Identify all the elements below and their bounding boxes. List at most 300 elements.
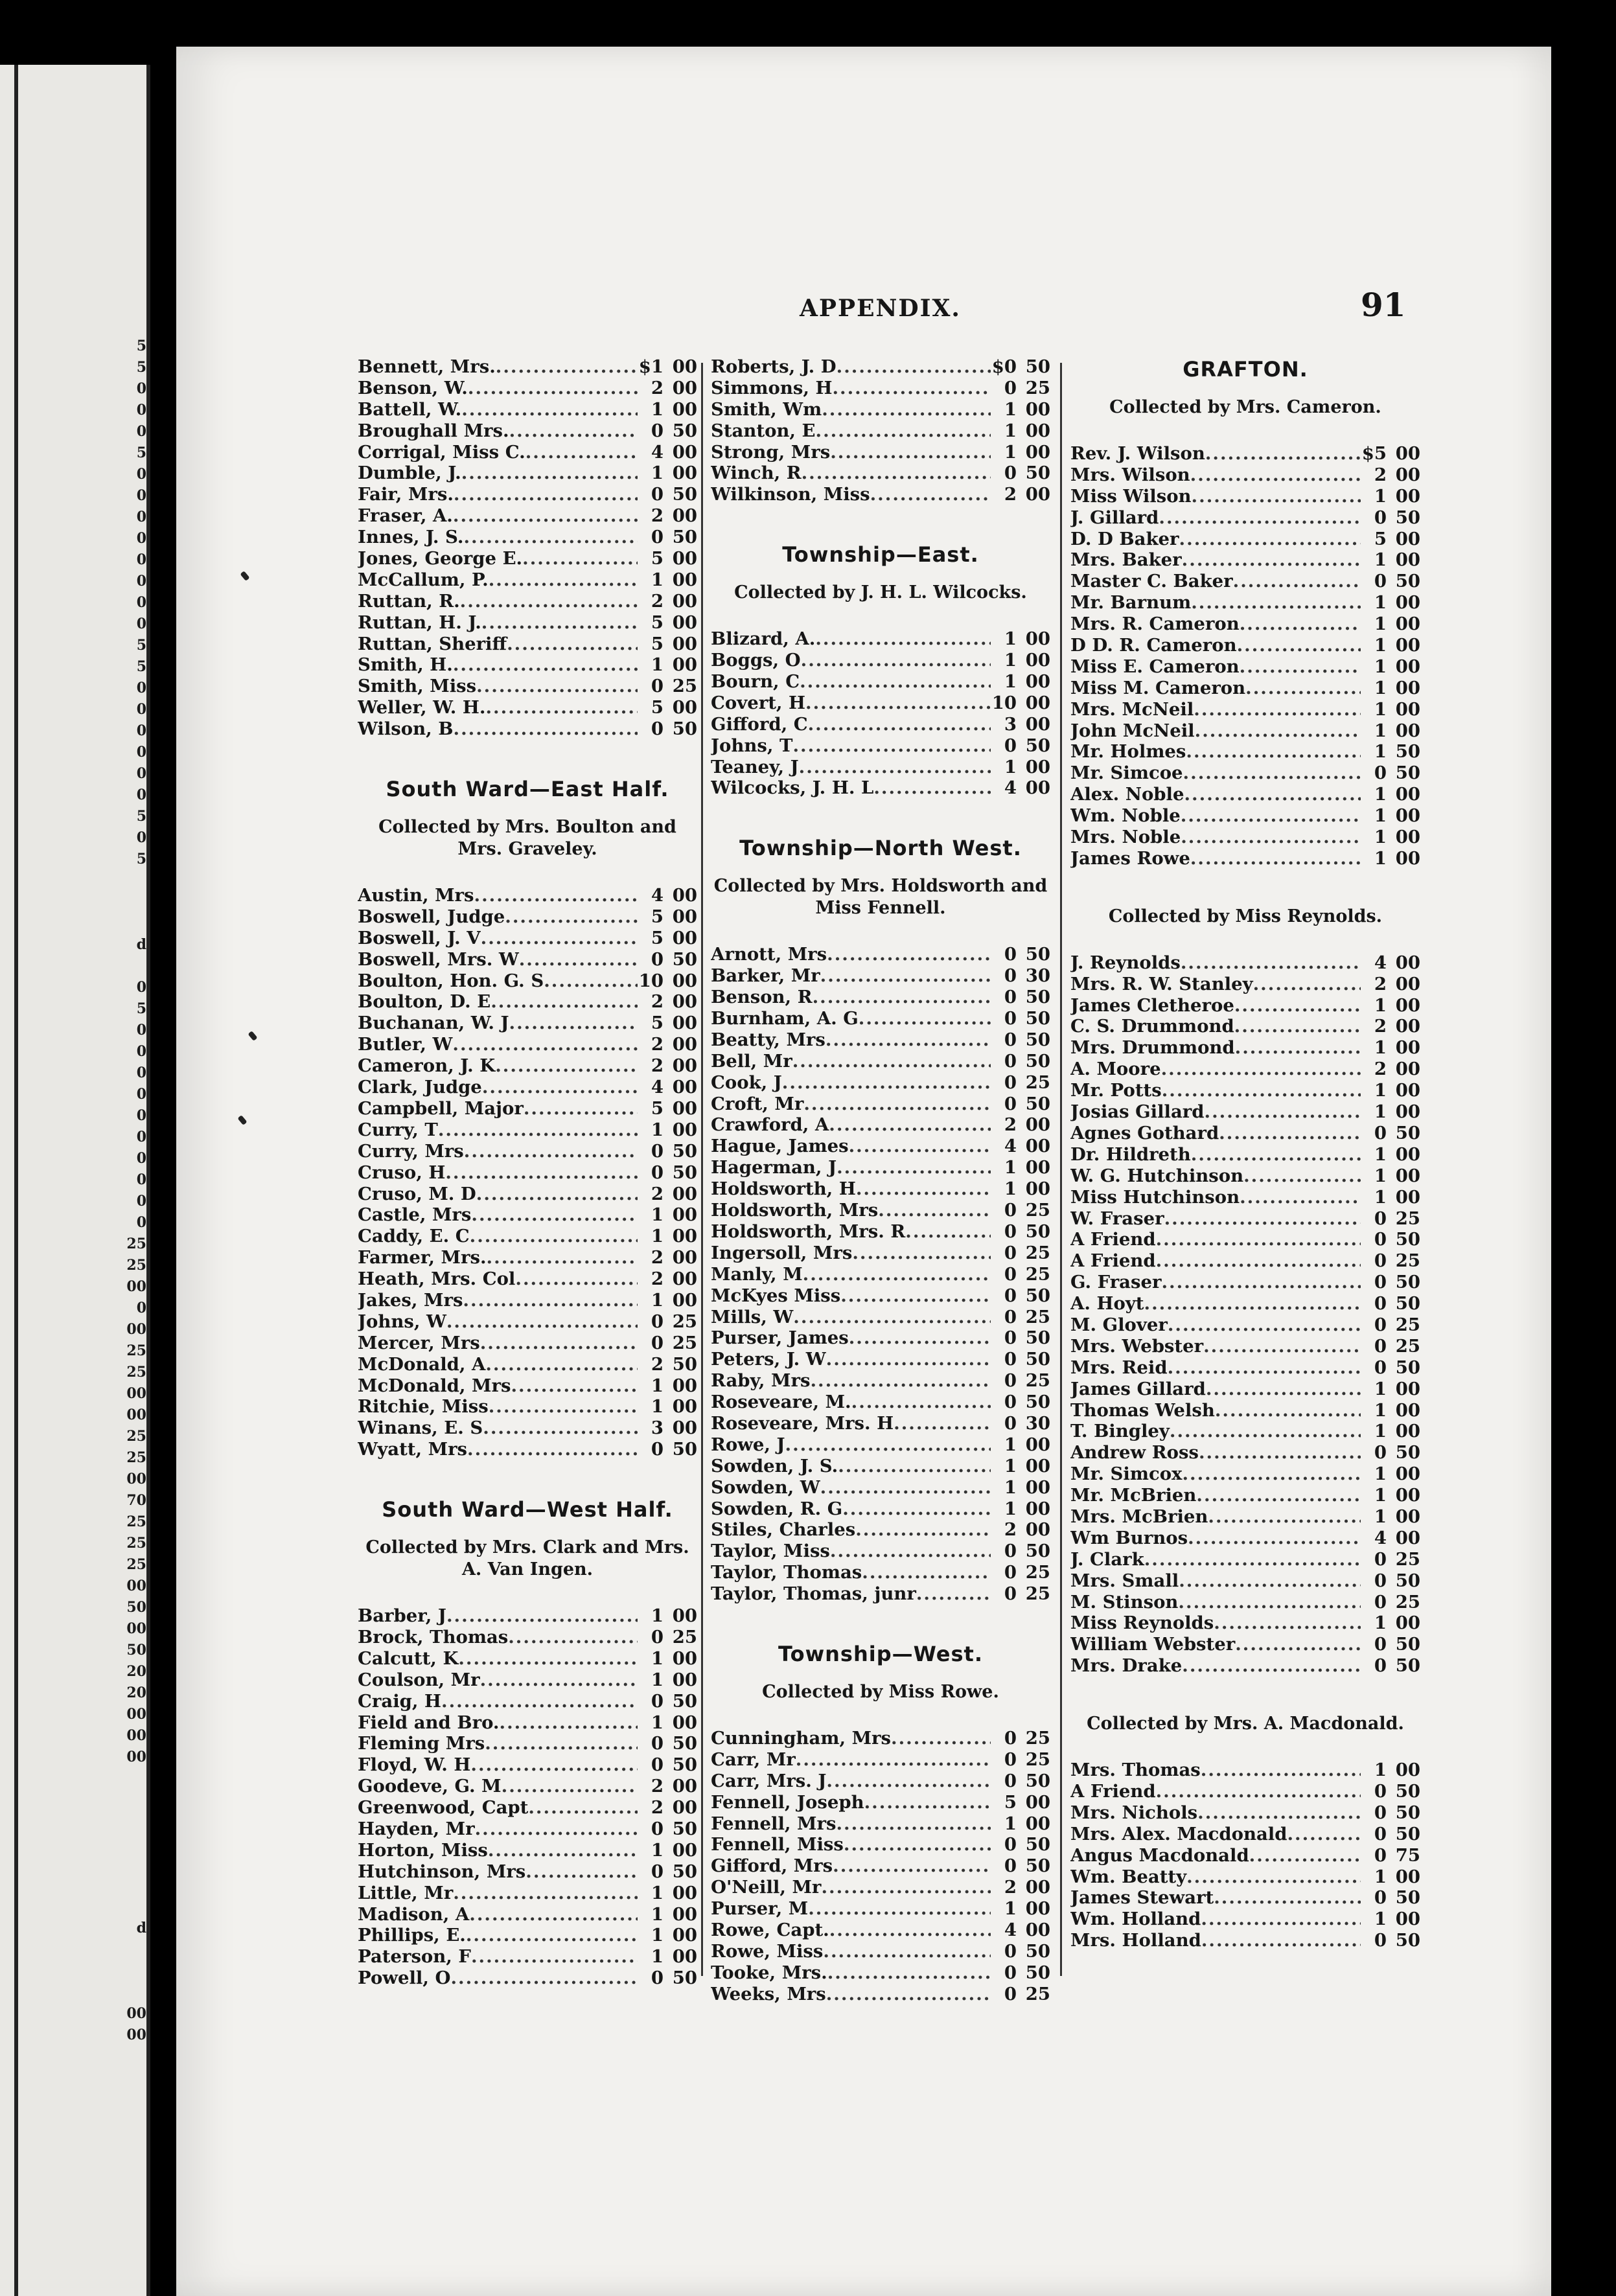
amount-cents: 50 (672, 1439, 697, 1460)
subscriber-name: Angus Macdonald (1070, 1844, 1249, 1866)
subscriber-row (711, 356, 1050, 378)
subscriber-row (358, 1290, 697, 1311)
subscriber-row (1070, 1080, 1420, 1101)
amount-dollars: 2 (651, 1776, 664, 1797)
leader-dots (792, 735, 991, 757)
amount-dollars: 1 (1374, 614, 1387, 635)
amount-dollars: 0 (1004, 1749, 1017, 1770)
heading-gap (358, 802, 697, 816)
subscriber-name: Mercer, Mrs (358, 1332, 480, 1353)
facing-page-figure: 0 (136, 573, 146, 590)
amount-dollars: 0 (1004, 987, 1017, 1008)
subscriber-name: Strong, Mrs (711, 441, 831, 463)
amount-cents: 00 (1395, 1399, 1420, 1421)
leader-dots (483, 1418, 638, 1439)
subscriber-name: Cameron, J. K (358, 1055, 496, 1077)
subscriber-row (358, 1418, 697, 1439)
section-heading: South Ward—East Half. (386, 777, 669, 802)
leader-dots (474, 885, 638, 906)
amount-cents: 00 (1395, 1186, 1420, 1208)
subscriber-name: Broughall Mrs. (358, 420, 509, 441)
amount-dollars: 5 (1004, 1791, 1017, 1813)
amount-dollars: 2 (651, 1183, 664, 1204)
subscriber-row (711, 1877, 1050, 1898)
leader-dots (1182, 549, 1361, 571)
subscriber-name: Jones, George E. (358, 548, 523, 569)
leader-dots (833, 1855, 991, 1877)
subscriber-name: Curry, T (358, 1119, 438, 1140)
amount-cents: 50 (672, 420, 697, 441)
leader-dots (816, 420, 991, 442)
subscriber-row (1070, 656, 1420, 678)
amount-cents: 00 (1025, 1519, 1050, 1541)
amount-dollars: $5 (1361, 443, 1387, 464)
subscriber-name: Barber, J (358, 1605, 446, 1627)
amount-cents: 00 (1395, 1165, 1420, 1186)
subscriber-name: Taylor, Thomas (711, 1562, 862, 1583)
amount-dollars: 0 (651, 948, 664, 970)
section-gap (358, 740, 697, 776)
amount-dollars: 5 (651, 697, 664, 718)
facing-page-figure: 0 (136, 1171, 146, 1188)
subscriber-row (358, 1247, 697, 1269)
facing-page-figure: 0 (136, 530, 146, 547)
subscriber-row (1070, 1781, 1420, 1802)
section-heading: GRAFTON. (1183, 357, 1308, 382)
facing-page-figure: 50 (126, 1599, 146, 1616)
facing-page-figure: 25 (126, 1449, 146, 1466)
subscriber-row (711, 1562, 1050, 1583)
subscriber-name: G. Fraser (1070, 1272, 1162, 1293)
facing-page-figure: 0 (136, 722, 146, 739)
leader-dots (829, 1920, 991, 1941)
subscriber-name: Beatty, Mrs (711, 1029, 825, 1050)
subheading-gap (1070, 928, 1420, 952)
subscriber-name: Taylor, Thomas, junr (711, 1583, 916, 1605)
subscriber-name: M. Glover (1070, 1314, 1168, 1335)
amount-dollars: 0 (1004, 1050, 1017, 1072)
amount-cents: 50 (1395, 571, 1420, 592)
subscriber-name: Miss E. Cameron (1070, 656, 1240, 677)
amount-dollars: 1 (1374, 1866, 1387, 1887)
facing-page-figure: 5 (136, 808, 146, 825)
ink-speck (237, 1115, 247, 1125)
amount-dollars: 0 (1004, 1029, 1017, 1050)
subscriber-name: McKyes Miss (711, 1285, 841, 1306)
amount-cents: 00 (1025, 441, 1050, 463)
subscriber-name: Purser, James (711, 1327, 849, 1349)
amount-dollars: 1 (1374, 1186, 1387, 1208)
leader-dots (519, 949, 638, 970)
subscriber-name: Roseveare, Mrs. H (711, 1412, 894, 1434)
subscriber-row (358, 1013, 697, 1034)
leader-dots (1214, 1887, 1361, 1909)
collector-line: Collected by Mrs. A. Macdonald. (1087, 1714, 1404, 1734)
facing-page-figure: 0 (136, 1043, 146, 1060)
amount-cents: 30 (1025, 965, 1050, 987)
subscriber-name: Thomas Welsh (1070, 1399, 1215, 1421)
subscriber-name: Mrs. McNeil (1070, 698, 1194, 720)
leader-dots (837, 356, 991, 378)
subscriber-row (1070, 720, 1420, 742)
amount-dollars: 1 (1004, 1498, 1017, 1519)
subscriber-row (711, 1456, 1050, 1477)
facing-page-figure: 00 (126, 2005, 146, 2022)
amount-dollars: 2 (651, 1797, 664, 1819)
amount-dollars: 1 (1004, 441, 1017, 463)
subscriber-name: Simmons, H (711, 377, 833, 398)
leader-dots (849, 1327, 991, 1349)
amount-dollars: 1 (1374, 635, 1387, 656)
subscriber-row (358, 1797, 697, 1819)
subscriber-row (1070, 827, 1420, 848)
subscriber-row (711, 1285, 1050, 1307)
leader-dots (491, 991, 638, 1013)
amount-dollars: 2 (1004, 484, 1017, 505)
amount-cents: 00 (1395, 720, 1420, 741)
amount-dollars: 0 (1004, 944, 1017, 965)
subscriber-row (358, 970, 697, 992)
amount-dollars: 2 (651, 590, 664, 612)
leader-dots (805, 693, 991, 714)
leader-dots (463, 527, 638, 548)
subscriber-name: Clark, Judge (358, 1077, 482, 1098)
amount-cents: 00 (1025, 1157, 1050, 1178)
amount-cents: 00 (672, 441, 697, 463)
collector-line: Collected by Miss Rowe. (762, 1681, 999, 1702)
subscriber-row (711, 1029, 1050, 1051)
amount-cents: 00 (672, 1882, 697, 1903)
subscriber-row (358, 906, 697, 928)
amount-dollars: $1 (638, 356, 664, 377)
subscriber-row (358, 420, 697, 442)
amount-cents: 50 (1025, 463, 1050, 484)
subscriber-name: Heath, Mrs. Col (358, 1269, 516, 1290)
amount-dollars: 0 (1004, 1962, 1017, 1983)
amount-dollars: 1 (1374, 847, 1387, 869)
column-rule (1060, 363, 1062, 1976)
leader-dots (525, 442, 638, 463)
subscriber-row (358, 591, 697, 612)
subscriber-row (358, 505, 697, 527)
amount-dollars: 2 (651, 1269, 664, 1290)
subscriber-row (1070, 1802, 1420, 1824)
amount-cents: 00 (1395, 1059, 1420, 1080)
amount-cents: 50 (1395, 1272, 1420, 1293)
subscriber-name: Castle, Mrs (358, 1204, 472, 1226)
subscriber-row (358, 1141, 697, 1162)
subscriber-row (358, 1333, 697, 1354)
subscriber-name: James Stewart (1070, 1887, 1214, 1909)
amount-cents: 00 (672, 1712, 697, 1733)
subscription-column-1 (358, 356, 697, 1989)
amount-dollars: 4 (651, 441, 664, 463)
leader-dots (1186, 741, 1361, 763)
subscriber-name: Stanton, E (711, 420, 816, 441)
subscriber-name: Ruttan, R. (358, 590, 460, 612)
amount-cents: 50 (1025, 1962, 1050, 1983)
amount-dollars: 1 (1374, 1399, 1387, 1421)
subscriber-row (711, 777, 1050, 799)
amount-cents: 50 (1025, 1285, 1050, 1306)
leader-dots (822, 399, 991, 420)
leader-dots (1203, 1336, 1361, 1357)
leader-dots (468, 378, 638, 399)
amount-dollars: 1 (1004, 1898, 1017, 1920)
subscriber-row (711, 1771, 1050, 1792)
subscriber-row (711, 1307, 1050, 1328)
amount-cents: 00 (672, 1183, 697, 1204)
leader-dots (1219, 1123, 1361, 1144)
subscriber-name: Horton, Miss (358, 1839, 488, 1861)
subscriber-row (711, 1349, 1050, 1370)
section-gap (711, 799, 1050, 835)
amount-cents: 50 (1395, 1442, 1420, 1464)
leader-dots (1181, 805, 1361, 827)
amount-dollars: 10 (991, 692, 1017, 713)
subscriber-name: Johns, W (358, 1311, 446, 1332)
amount-cents: 50 (1395, 1655, 1420, 1677)
subscriber-name: Winans, E. S (358, 1418, 483, 1439)
leader-dots (470, 1226, 638, 1247)
ink-speck (240, 571, 249, 581)
amount-dollars: 0 (651, 1861, 664, 1882)
amount-dollars: 1 (651, 1712, 664, 1733)
subscriber-name: Fleming Mrs (358, 1733, 485, 1754)
subscriber-row (1070, 1250, 1420, 1272)
subscriber-name: Ritchie, Miss (358, 1396, 489, 1418)
subscriber-row (358, 1396, 697, 1418)
subscriber-name: Brock, Thomas (358, 1626, 509, 1647)
facing-page-figure: 0 (136, 402, 146, 419)
leader-dots (864, 1792, 991, 1813)
amount-cents: 50 (672, 1861, 697, 1882)
leader-dots (1184, 784, 1361, 805)
subscriber-name: Alex. Noble (1070, 784, 1184, 805)
amount-dollars: 2 (651, 991, 664, 1013)
leader-dots (500, 1712, 638, 1734)
subscriber-name: Wm. Holland (1070, 1909, 1201, 1930)
amount-dollars: 0 (1374, 1655, 1387, 1677)
amount-cents: 00 (1395, 485, 1420, 507)
subscriber-name: Hagerman, J (711, 1157, 837, 1178)
facing-page-figure: 0 (136, 680, 146, 696)
leader-dots (1243, 1165, 1361, 1187)
facing-page-figure: 20 (126, 1663, 146, 1680)
facing-page-figure: 0 (136, 466, 146, 483)
subscriber-row (1070, 1570, 1420, 1592)
facing-page-figure: 0 (136, 1086, 146, 1103)
subscriber-name: Mrs. Nichols (1070, 1802, 1198, 1823)
amount-cents: 00 (1395, 656, 1420, 677)
subscriber-name: Weeks, Mrs (711, 1983, 826, 2004)
subscriber-row (358, 612, 697, 634)
amount-dollars: 5 (651, 1013, 664, 1034)
subscriber-row (711, 463, 1050, 484)
amount-cents: 00 (672, 463, 697, 484)
amount-dollars: 0 (1374, 1930, 1387, 1951)
subscriber-name: Andrew Ross (1070, 1442, 1199, 1464)
amount-cents: 00 (672, 1903, 697, 1925)
leader-dots (862, 1562, 991, 1583)
leader-dots (502, 1776, 638, 1797)
amount-cents: 50 (672, 948, 697, 970)
leader-dots (1237, 635, 1361, 656)
heading-gap (1070, 382, 1420, 396)
subscriber-row (1070, 995, 1420, 1016)
amount-cents: 25 (672, 676, 697, 697)
amount-cents: 00 (1025, 1813, 1050, 1834)
amount-dollars: 1 (1374, 592, 1387, 614)
amount-dollars: 0 (1004, 1242, 1017, 1263)
amount-dollars: 0 (1004, 377, 1017, 398)
amount-cents: 00 (1395, 464, 1420, 485)
amount-dollars: 2 (651, 505, 664, 527)
amount-dollars: 1 (1374, 1378, 1387, 1399)
amount-cents: 25 (1025, 1072, 1050, 1093)
amount-dollars: 1 (1374, 677, 1387, 698)
subscriber-name: Blizard, A. (711, 628, 816, 650)
amount-dollars: 1 (1004, 1476, 1017, 1498)
amount-dollars: 1 (651, 1226, 664, 1247)
subscriber-name: Bourn, C (711, 671, 800, 693)
amount-dollars: 0 (651, 1311, 664, 1332)
amount-cents: 00 (1395, 1101, 1420, 1123)
amount-cents: 50 (1025, 1770, 1050, 1791)
leader-dots (485, 1733, 638, 1754)
subscriber-row (711, 1370, 1050, 1392)
subscriber-row (711, 965, 1050, 987)
amount-dollars: 0 (1374, 1570, 1387, 1591)
subscriber-row (1070, 1400, 1420, 1421)
subscriber-name: Benson, R (711, 987, 813, 1008)
leader-dots (476, 1184, 638, 1205)
subscriber-row (711, 1072, 1050, 1094)
subscriber-name: Paterson, F (358, 1946, 471, 1968)
amount-dollars: 1 (1004, 756, 1017, 777)
leader-dots (466, 1925, 638, 1946)
subscriber-row (711, 1008, 1050, 1029)
amount-cents: 00 (1025, 484, 1050, 505)
subscriber-name: Rowe, Miss (711, 1940, 824, 1962)
subscriber-row (358, 1904, 697, 1925)
leader-dots (891, 1728, 991, 1749)
amount-cents: 00 (1395, 1613, 1420, 1634)
collector-line: Collected by Miss Reynolds. (1108, 906, 1383, 926)
subscriber-name: Wilson, B (358, 718, 454, 740)
subscriber-name: Mrs. Thomas (1070, 1760, 1201, 1781)
amount-cents: 50 (672, 718, 697, 740)
subscriber-row (1070, 1123, 1420, 1144)
amount-cents: 00 (1395, 994, 1420, 1016)
facing-page-figure: d (136, 936, 146, 953)
subscriber-name: Boggs, O (711, 650, 801, 671)
amount-cents: 00 (672, 1204, 697, 1226)
amount-dollars: 1 (1374, 698, 1387, 720)
subscriber-row (1070, 549, 1420, 571)
leader-dots (1205, 1101, 1361, 1123)
amount-dollars: 0 (1004, 1834, 1017, 1855)
subscriber-name: Holdsworth, H (711, 1178, 856, 1200)
leader-dots (1199, 1442, 1361, 1464)
subscriber-row (1070, 1314, 1420, 1336)
amount-dollars: 1 (651, 1375, 664, 1396)
subscriber-name: Mrs. McBrien (1070, 1506, 1208, 1527)
amount-dollars: 1 (1374, 805, 1387, 827)
subscriber-row (711, 1541, 1050, 1562)
subscriber-name: Miss M. Cameron (1070, 677, 1246, 698)
subscriber-row (1070, 592, 1420, 614)
subscriber-row (1070, 1549, 1420, 1570)
amount-cents: 25 (1395, 1314, 1420, 1335)
subheading-gap (358, 860, 697, 885)
leader-dots (800, 671, 991, 693)
subscriber-row (711, 735, 1050, 757)
subscriber-row (711, 1984, 1050, 2005)
amount-dollars: 1 (1004, 420, 1017, 441)
subscriber-row (1070, 507, 1420, 529)
amount-cents: 00 (672, 1647, 697, 1669)
subscriber-row (711, 693, 1050, 714)
subscriber-row (711, 1920, 1050, 1941)
amount-cents: 50 (1395, 1780, 1420, 1802)
leader-dots (453, 505, 638, 527)
subscriber-name: Winch, R (711, 463, 802, 484)
subscriber-row (711, 1327, 1050, 1349)
facing-page-figure: 5 (136, 1000, 146, 1017)
subscriber-name: Raby, Mrs (711, 1370, 811, 1392)
leader-dots (826, 1349, 991, 1370)
leader-dots (1181, 952, 1361, 974)
facing-page-figure: 5 (136, 658, 146, 675)
leader-dots (815, 628, 991, 650)
subscriber-name: Mrs. Baker (1070, 549, 1182, 571)
subscriber-name: Fennell, Joseph (711, 1791, 864, 1813)
heading-gap (358, 1522, 697, 1537)
amount-cents: 00 (1395, 677, 1420, 698)
amount-cents: 50 (1025, 1327, 1050, 1349)
facing-page-figure: 0 (136, 1193, 146, 1210)
amount-dollars: 0 (1004, 1200, 1017, 1221)
subscriber-name: Roberts, J. D (711, 356, 837, 377)
amount-dollars: 0 (1004, 1327, 1017, 1349)
leader-dots (1144, 1549, 1361, 1570)
subscriber-row (358, 1226, 697, 1247)
amount-cents: 00 (672, 1605, 697, 1627)
amount-cents: 00 (1395, 805, 1420, 827)
leader-dots (1253, 974, 1361, 995)
subscriber-name: Greenwood, Capt (358, 1797, 529, 1819)
amount-dollars: 1 (651, 1119, 664, 1140)
facing-page-figure: 70 (126, 1492, 146, 1509)
leader-dots (470, 1754, 638, 1776)
subscriber-row (1070, 974, 1420, 995)
amount-dollars: 0 (651, 1140, 664, 1162)
subscriber-row (1070, 1229, 1420, 1250)
amount-dollars: 0 (651, 1754, 664, 1776)
subheading-gap (711, 919, 1050, 944)
subscriber-name: Wilcocks, J. H. L (711, 777, 874, 799)
subscriber-row (1070, 1909, 1420, 1930)
amount-dollars: 1 (1374, 720, 1387, 741)
amount-cents: 00 (672, 612, 697, 633)
leader-dots (445, 1162, 638, 1184)
leader-dots (1205, 443, 1361, 465)
facing-page-figure: 0 (136, 1107, 146, 1124)
amount-dollars: 0 (1374, 1314, 1387, 1335)
amount-cents: 00 (672, 697, 697, 718)
amount-dollars: 0 (1374, 1823, 1387, 1844)
